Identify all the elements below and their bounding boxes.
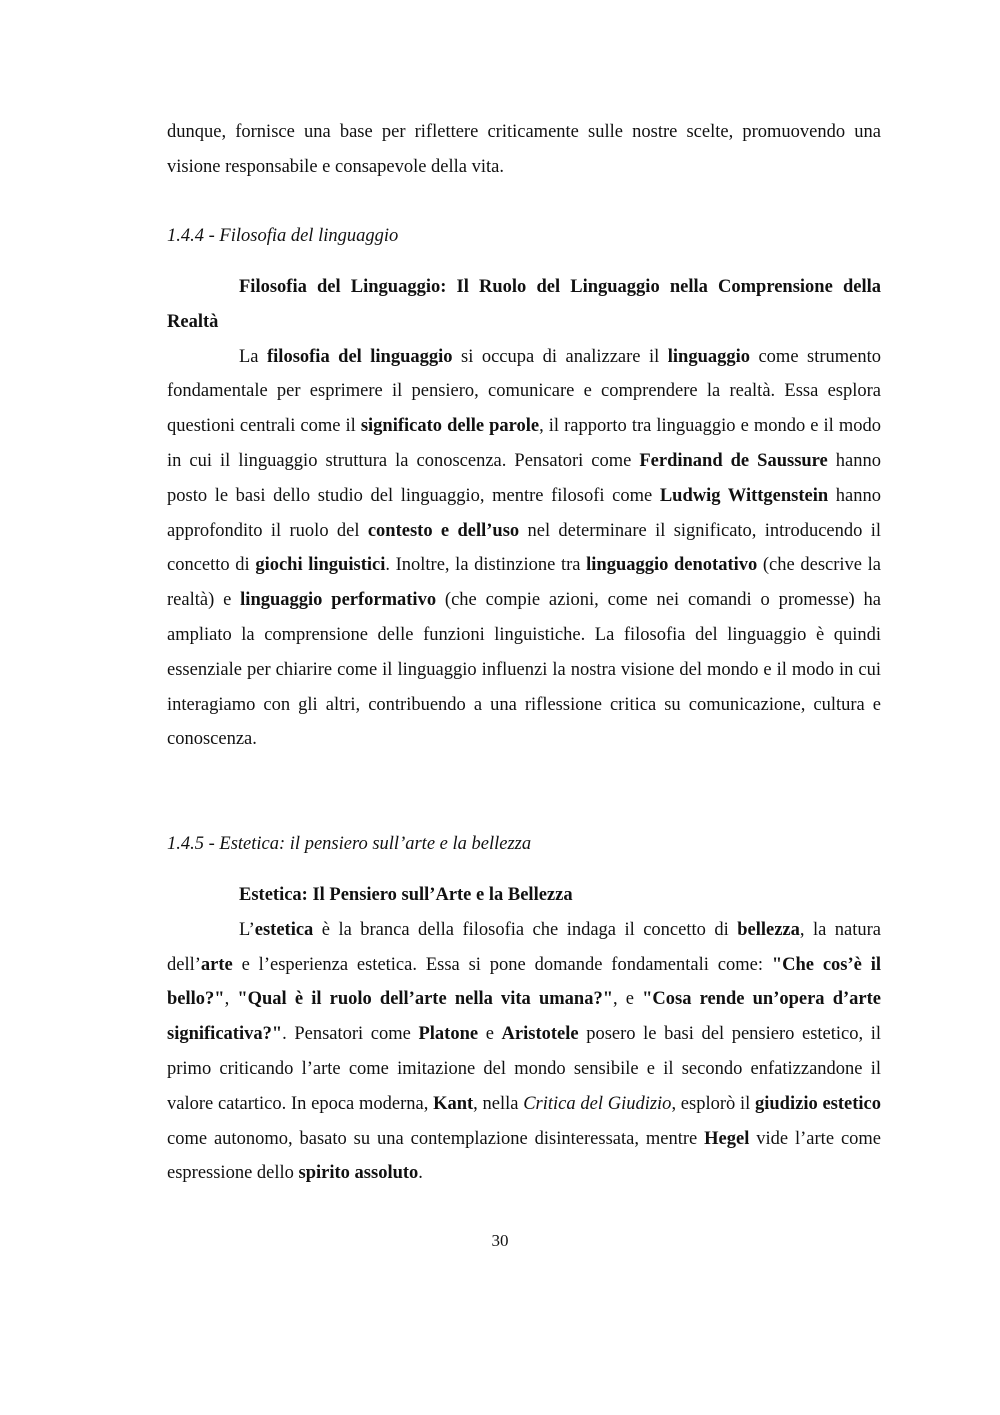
section-1-4-5-heading: [167, 830, 881, 858]
section-subtitle: Estetica: Il Pensiero sull’Arte e la Bellezza: [239, 885, 573, 905]
page-number: 30: [491, 1231, 509, 1250]
section-paragraph: L’estetica è la branca della filosofia che indaga il concetto di bellezza, la natura dell’arte e l’esperienza estetica. Essa si pone domande fondamentali come: "Che cos’è il bello?", "Qual è il ruolo dell’arte nella vita umana?", e "Cosa rende un’opera d’arte significativa?". Pensatori come Platone e Aristotele posero le basi del pensiero estetico, il primo criticando l’arte come imitazione del mondo sensibile e il secondo enfatizzandone il valore catartico. In epoca moderna, Kant, nella Critica del Giudizio, esplorò il giudizio estetico come autonomo, basato su una contemplazione disinteressata, mentre Hegel vide l’arte come espressione dello spirito assoluto.: [167, 919, 882, 1184]
section-paragraph: La filosofia del linguaggio si occupa di analizzare il linguaggio come strumento fondamentale per esprimere il pensiero, comunicare e comprendere la realtà. Essa esplora questioni centrali come il significato delle parole, il rapporto tra linguaggio e mondo e il modo in cui il linguaggio struttura la conoscenza. Pensatori come Ferdinand de Saussure hanno posto le basi dello studio del linguaggio, mentre filosofi come Ludwig Wittgenstein hanno approfondito il ruolo del contesto e dell’uso nel determinare il significato, introducendo il concetto di giochi linguistici. Inoltre, la distinzione tra linguaggio denotativo (che descrive la realtà) e linguaggio performativo (che compie azioni, come nei comandi o promesse) ha ampliato la comprensione delle funzioni linguistiche. La filosofia del linguaggio è quindi essenziale per chiarire come il linguaggio influenzi la nostra visione del mondo e il modo in cui interagiamo con gli altri, contribuendo a una riflessione critica su comunicazione, cultura e conoscenza.: [167, 346, 882, 750]
section-1-4-4-body: [167, 270, 881, 757]
section-1-4-4-heading: [167, 222, 881, 250]
section-1-4-5-body: [167, 878, 881, 1191]
section-heading: 1.4.5 - Estetica: il pensiero sull’arte e la bellezza: [167, 834, 532, 854]
intro-paragraph: [167, 115, 881, 185]
section-heading: 1.4.4 - Filosofia del linguaggio: [167, 226, 399, 246]
intro-text: dunque, fornisce una base per riflettere criticamente sulle nostre scelte, promuovendo una visione responsabile e consapevole della vita.: [167, 122, 881, 177]
section-subtitle: Filosofia del Linguaggio: Il Ruolo del Linguaggio nella Comprensione della Realtà: [167, 277, 881, 332]
